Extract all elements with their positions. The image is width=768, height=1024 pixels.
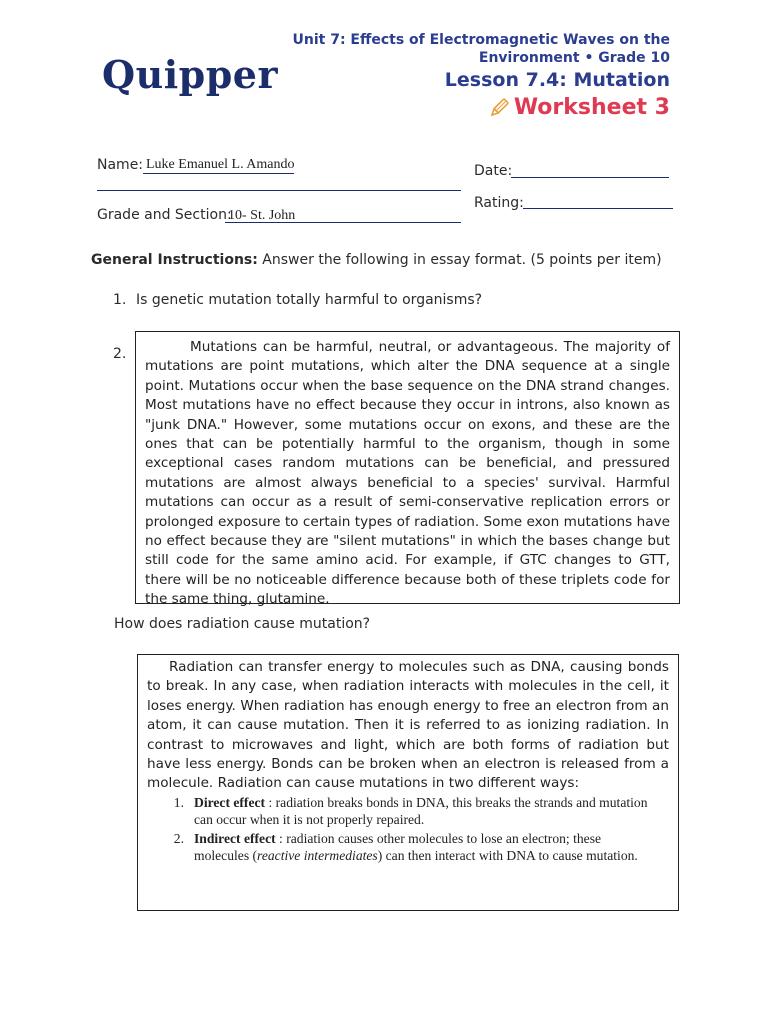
grade-label: Grade and Section: (97, 207, 232, 223)
indirect-effect-text-b: ) can then interact with DNA to cause mutation. (377, 847, 638, 863)
grade-value[interactable]: 10- St. John (228, 208, 296, 223)
date-label: Date: (474, 163, 513, 179)
name-label: Name: (97, 157, 144, 173)
quipper-logo: Quipper (102, 52, 279, 97)
answer-box-1[interactable] (135, 331, 680, 608)
direct-effect-term: Direct effect (194, 794, 266, 810)
answer-2-text: Radiation can transfer energy to molecules such as DNA, causing bonds to break. In any case, when radiation interacts with molecules in the cell, it loses energy. When radiation has enough energy to free an electron from an atom, it can cause mutation. Then it is referred to as ionizing radiation. In contrast to microwaves and light, which are both forms of radiation but have less energy. Bonds can be broken when an electron is released from a molecule. Radiation can cause mutations in two different ways: (147, 659, 669, 792)
name-value[interactable]: Luke Emanuel L. Amando (146, 157, 295, 172)
answer-1-text: Mutations can be harmful, neutral, or advantageous. The majority of mutations are point mutations, which alter the DNA sequence at a single point. Mutations occur when the base sequence on the DNA strand changes. Most mutations have no effect because they occur in introns, also known as "junk DNA." However, some mutations occur on exons, and these are the ones that can be potentially harmful to the organism, though in some exceptional cases random mutations can be beneficial, and pressured mutations are almost always beneficial to a species' survival. Harmful mutations can occur as a result of semi-conservative replication errors or prolonged exposure to certain types of radiation. Some exon mutations have no effect because they are "silent mutations" in which the bases change but still code for the same amino acid. For example, if GTC changes to GTT, there will be no noticeable difference because both of these triplets code for the same thing, glutamine. (145, 339, 670, 608)
question-2-text: How does radiation cause mutation? (114, 616, 371, 632)
pencil-icon (488, 97, 510, 119)
question-1-number: 1. (113, 292, 127, 308)
rating-label: Rating: (474, 195, 524, 211)
worksheet-label: Worksheet 3 (513, 95, 670, 120)
list-item (147, 830, 669, 864)
name-underline (143, 173, 294, 174)
question-2-number: 2. (113, 346, 127, 362)
instructions-bold: General Instructions: (91, 252, 258, 268)
general-instructions (91, 252, 662, 268)
list-item-text (194, 794, 669, 828)
rating-field[interactable] (523, 208, 673, 209)
effects-list (147, 794, 669, 864)
reactive-intermediates-term: reactive intermediates (257, 847, 378, 863)
date-field[interactable] (511, 177, 669, 178)
worksheet-title (488, 95, 670, 120)
list-item-number: 1. (173, 794, 184, 810)
instructions-text: Answer the following in essay format. (5 points per item) (257, 252, 662, 268)
list-item (147, 794, 669, 828)
name-line-2 (97, 190, 461, 191)
grade-underline (225, 222, 461, 223)
list-item-number: 2. (173, 830, 184, 846)
lesson-title: Lesson 7.4: Mutation (444, 69, 670, 91)
answer-box-2[interactable] (137, 654, 679, 911)
indirect-effect-text-a: : radiation causes other molecules to lose an electron; these molecules ( (194, 830, 602, 863)
indirect-effect-term: Indirect effect (194, 830, 276, 846)
question-1-text: Is genetic mutation totally harmful to organisms? (136, 292, 483, 308)
list-item-text (194, 830, 669, 864)
unit-title: Unit 7: Effects of Electromagnetic Waves on the Environment • Grade 10 (292, 32, 670, 66)
direct-effect-text: : radiation breaks bonds in DNA, this breaks the strands and mutation can occur when it is not properly repaired. (194, 794, 648, 827)
